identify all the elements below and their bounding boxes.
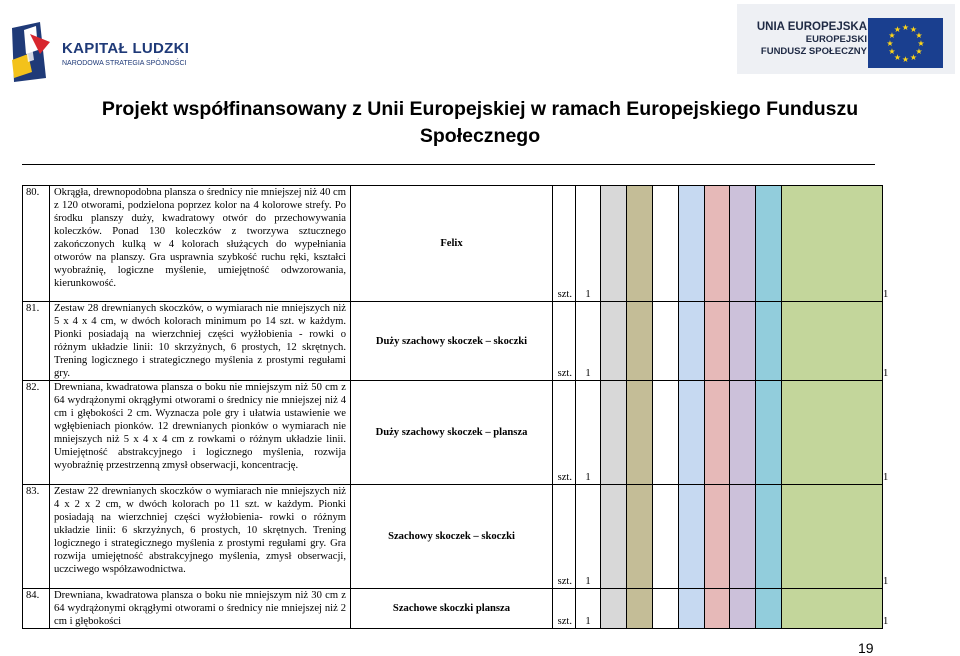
row-description-text: Drewniana, kwadratowa plansza o boku nie mniejszym niż 50 cm z 64 wydrążonymi okrągłymi otworami o średnicy nie mniejszej niż 4 cm i głębokości 2 cm. Wyznacza pole gry i ułatwia ustawienie we wgłębieniach pionków. 12 drewnianych pionków o wymiarach nie mniejszych niż 5 x 4 x 4 cm z rowkami o różnym układzie linii. Umiejętność abstrakcyjnego i logicznego myślenia, rozwija wyobraźnię przestrzenną zmysł obserwacji, koncentrację. [54,382,346,471]
row-unit: szt. [553,381,576,485]
row-color-cell [782,381,883,485]
table-row: 81. Zestaw 28 drewnianych skoczków, o wymiarach nie mniejszych niż 5 x 4 x 4 cm, w dwóch kolorach minimum po 14 szt. w każdym. Pionki posiadają na wierzchniej części wyżłobienia - rowki o różnym układzie linii: 10 skrzyżnych, 6 prostych, 12 skrętnych. Trening logicznego i strategicznego myślenia z prostymi regułami gry. Duży szachowy skoczek – skoczki szt. 1 1 [23,302,883,381]
row-description [50,381,351,485]
table-row: 84. Drewniana, kwadratowa plansza o boku nie mniejszym niż 30 cm z 64 wydrążonymi okrągłymi otworami o średnicy nie mniejszej niż 2 cm i głębokości Szachowe skoczki plansza szt. 1 1 [23,589,883,629]
row-color-cell [730,485,756,589]
row-color-cell [756,589,782,629]
svg-text:★: ★ [901,23,910,32]
row-quantity: 1 [576,381,601,485]
items-table [22,185,889,629]
svg-text:★: ★ [915,31,923,40]
row-color-cell [601,302,627,381]
title-line-2: Społecznego [419,125,541,147]
eu-fund-text [757,20,867,58]
row-color-cell [782,186,883,302]
row-description-text: Drewniana, kwadratowa plansza o boku nie mniejszym niż 30 cm z 64 wydrążonymi okrągłymi otworami o średnicy nie mniejszej niż 2 cm i głębokości [54,590,346,627]
row-product-name: Duży szachowy skoczek – skoczki [351,302,553,381]
kapital-ludzki-emblem-icon [6,20,58,84]
row-number: 83. [23,485,50,589]
row-color-cell [627,186,653,302]
row-color-cell [627,302,653,381]
row-color-cell [679,589,705,629]
row-description [50,589,351,629]
eu-line3: FUNDUSZ SPOŁECZNY [760,46,867,57]
row-color-cell [653,485,679,589]
row-color-cell [627,485,653,589]
row-color-cell [756,485,782,589]
row-quantity: 1 [576,302,601,381]
page-title [30,96,930,150]
row-color-cell [705,302,730,381]
page-number: 19 [858,640,874,656]
row-number: 84. [23,589,50,629]
row-description [50,485,351,589]
svg-text:★: ★ [909,25,918,34]
row-color-cell [679,381,705,485]
header-divider [22,164,875,165]
row-color-cell [730,302,756,381]
eu-fund-logo [737,4,955,74]
row-product-name: Szachowe skoczki plansza [351,589,553,629]
row-color-cell [730,589,756,629]
row-unit: szt. [553,186,576,302]
svg-text:★: ★ [886,39,894,48]
row-color-cell [756,186,782,302]
eu-line2: EUROPEJSKI [805,34,867,45]
row-color-cell [705,485,730,589]
row-quantity: 1 [576,589,601,629]
kapital-ludzki-subtitle: NARODOWA STRATEGIA SPÓJNOŚCI [62,60,187,67]
row-color-cell [730,381,756,485]
eu-line1: UNIA EUROPEJSKA [756,21,867,33]
row-color-cell [782,485,883,589]
table-row: 83. Zestaw 22 drewnianych skoczków o wymiarach nie mniejszych niż 4 x 2 x 2 cm, w dwóch kolorach po 11 szt. w każdym. Pionki posiadają na wierzchniej części wyżłobienia- rowki o różnym układzie linii: 6 skrzyżnych, 6 prostych, 10 skrętnych. Trening logicznego i strategicznego myślenia z prostymi regułami gry. Gra rozwija umiejętność abstrakcyjnego myślenia, zmysł obserwacji, uczciwego współzawodnictwa. Szachowy skoczek – skoczki szt. 1 1 [23,485,883,589]
row-color-cell [782,589,883,629]
row-color-cell [653,589,679,629]
svg-text:★: ★ [909,53,918,62]
row-quantity: 1 [576,485,601,589]
row-color-cell [756,381,782,485]
row-description [50,302,351,381]
svg-text:★: ★ [888,31,896,40]
svg-text:★: ★ [893,53,902,62]
row-number: 82. [23,381,50,485]
svg-text:★: ★ [888,47,896,56]
row-color-cell [730,186,756,302]
row-color-cell [627,381,653,485]
svg-text:★: ★ [917,39,925,48]
row-color-cell [601,381,627,485]
row-product-name: Szachowy skoczek – skoczki [351,485,553,589]
svg-text:★: ★ [901,55,910,64]
row-unit: szt. [553,302,576,381]
row-color-cell [653,381,679,485]
row-unit: szt. [553,589,576,629]
row-color-cell [705,589,730,629]
table-row: 80. Okrągła, drewnopodobna plansza o średnicy nie mniejszej niż 40 cm z 120 otworami, podzielona poprzez kolor na 4 kolorowe strefy. Po środku planszy duży, kwadratowy otwór do przechowywania koleczków. Ponad 130 koleczków z tworzywa sztucznego zakończonych kulką w 4 kolorach służących do wypełniania otworów na planszy. Gra usprawnia szybkość ruchu ręki, kształci wyobraźnię, logiczne myślenie, umiejętność odwzorowania, kierunkowość. Felix szt. 1 1 [23,186,883,302]
row-color-cell [679,485,705,589]
row-description-text: Zestaw 28 drewnianych skoczków, o wymiarach nie mniejszych niż 5 x 4 x 4 cm, w dwóch kolorach minimum po 14 szt. w każdym. Pionki posiadają na wierzchniej części wyżłobienia - rowki o różnym układzie linii: 10 skrzyżnych, 6 prostych, 12 skrętnych. Trening logicznego i strategicznego myślenia z prostymi regułami gry. [54,303,346,379]
row-color-cell [601,186,627,302]
row-description-text: Zestaw 22 drewnianych skoczków o wymiarach nie mniejszych niż 4 x 2 x 2 cm, w dwóch kolorach po 11 szt. w każdym. Pionki posiadają na wierzchniej części wyżłobienia- rowki o różnym układzie linii: 6 skrzyżnych, 6 prostych, 10 skrętnych. Trening logicznego i strategicznego myślenia z prostymi regułami gry. Gra rozwija umiejętność abstrakcyjnego myślenia, zmysł obserwacji, uczciwego współzawodnictwa. [54,486,346,575]
row-description-text: Okrągła, drewnopodobna plansza o średnicy nie mniejszej niż 40 cm z 120 otworami, podzielona poprzez kolor na 4 kolorowe strefy. Po środku planszy duży, kwadratowy otwór do przechowywania koleczków. Ponad 130 koleczków z tworzywa sztucznego zakończonych kulką w 4 kolorach służących do wypełniania otworów na planszy. Gra usprawnia szybkość ruchu ręki, kształci wyobraźnię, logiczne myślenie, umiejętność odwzorowania, kierunkowość. [54,187,346,289]
row-color-cell [679,302,705,381]
row-color-cell [679,186,705,302]
title-line-1: Projekt współfinansowany z Unii Europejskiej w ramach Europejskiego Funduszu [101,98,859,120]
row-color-cell [601,485,627,589]
row-color-cell [601,589,627,629]
row-number: 81. [23,302,50,381]
row-quantity: 1 [576,186,601,302]
row-color-cell [627,589,653,629]
row-color-cell [705,186,730,302]
svg-text:★: ★ [893,25,902,34]
row-color-cell [756,302,782,381]
svg-text:★: ★ [915,47,923,56]
table-row: 82. Drewniana, kwadratowa plansza o boku nie mniejszym niż 50 cm z 64 wydrążonymi okrągłymi otworami o średnicy nie mniejszej niż 4 cm i głębokości 2 cm. Wyznacza pole gry i ułatwia ustawienie we wgłębieniach pionków. 12 drewnianych pionków o wymiarach nie mniejszych niż 5 x 4 x 4 cm z rowkami o różnym układzie linii. Umiejętność abstrakcyjnego i logicznego myślenia, rozwija wyobraźnię przestrzenną zmysł obserwacji, koncentrację. Duży szachowy skoczek – plansza szt. 1 1 [23,381,883,485]
row-product-name: Duży szachowy skoczek – plansza [351,381,553,485]
kapital-ludzki-title: KAPITAŁ LUDZKI [62,40,190,57]
row-description [50,186,351,302]
eu-flag-icon [868,18,943,68]
row-product-name: Felix [351,186,553,302]
row-number: 80. [23,186,50,302]
row-unit: szt. [553,485,576,589]
row-color-cell [653,186,679,302]
row-color-cell [782,302,883,381]
row-color-cell [705,381,730,485]
row-color-cell [653,302,679,381]
kapital-ludzki-logo [6,20,206,84]
